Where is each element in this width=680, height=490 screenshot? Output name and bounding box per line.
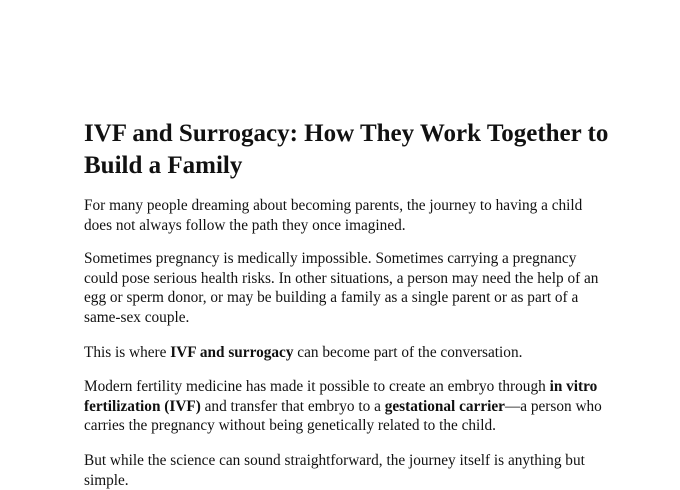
conversation-paragraph [84, 343, 614, 363]
p3-bold-ivf-surrogacy: IVF and surrogacy [170, 343, 294, 361]
medicine-paragraph [84, 377, 614, 436]
journey-paragraph: But while the science can sound straightforward, the journey itself is anything but simple. [84, 451, 585, 489]
p3-text-before: This is where [84, 343, 171, 361]
article [84, 118, 614, 490]
reasons-paragraph: Sometimes pregnancy is medically impossible. Sometimes carrying a pregnancy could pose serious health risks. In other situations, a person may need the help of an egg or sperm donor, or may be building a family as a single parent or as part of a same-sex couple. [84, 250, 599, 326]
intro-paragraph: For many people dreaming about becoming parents, the journey to having a child does not always follow the path they once imagined. [84, 197, 583, 234]
p3-text-after: can become part of the conversation. [293, 343, 523, 361]
p4-bold-ivf: in vitro fertilization (IVF) [84, 378, 598, 415]
p4-bold-gestational-carrier: gestational carrier [384, 397, 505, 415]
p4-text-1: Modern fertility medicine has made it possible to create an embryo through [84, 378, 550, 396]
article-title: IVF and Surrogacy: How They Work Together to Build a Family [84, 120, 609, 179]
p4-text-3: —a person who carries the pregnancy without being genetically related to the child. [84, 397, 602, 435]
p4-text-2: and transfer that embryo to a [200, 397, 385, 415]
